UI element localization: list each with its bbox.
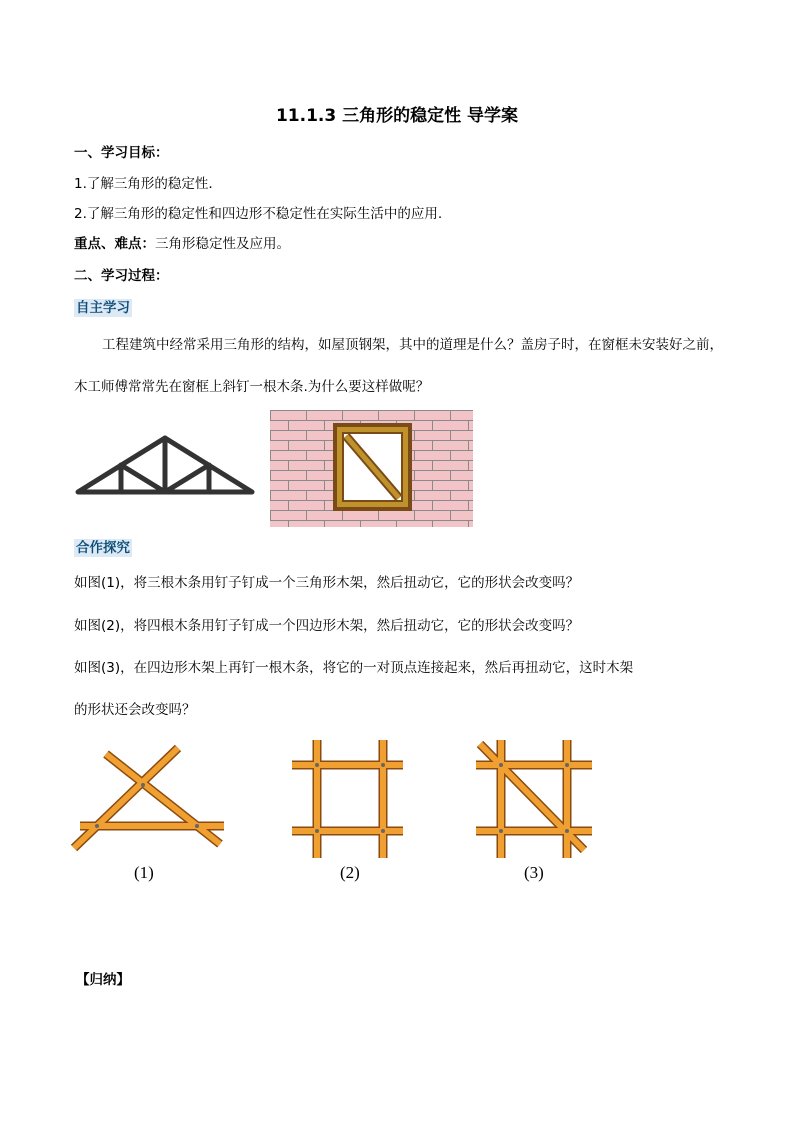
self-study-tag: 自主学习 bbox=[76, 300, 130, 316]
figure-2-stick-outlines bbox=[292, 740, 403, 858]
coop-tag: 合作探究 bbox=[76, 540, 130, 556]
figure-2-label: (2) bbox=[340, 863, 360, 882]
figure-1-label: (1) bbox=[134, 863, 154, 882]
figure-3-braced-square bbox=[474, 738, 599, 860]
figure-1-sticks bbox=[74, 748, 224, 848]
goal-2: 2.了解三角形的稳定性和四边形不稳定性在实际生活中的应用. bbox=[74, 206, 443, 222]
figure-1-triangle bbox=[70, 740, 230, 855]
section1-heading: 一、学习目标： bbox=[74, 145, 169, 161]
page-title: 11.1.3 三角形的稳定性 导学案 bbox=[275, 106, 519, 126]
intro-paragraph: 工程建筑中经常采用三角形的结构，如屋顶钢架，其中的道理是什么？盖房子时，在窗框未安装好之前，木工师傅常常先在窗框上斜钉一根木条.为什么要这样做呢？ bbox=[74, 337, 723, 395]
roof-truss-figure bbox=[74, 430, 256, 500]
question-2: 如图(2)，将四根木条用钉子钉成一个四边形木架，然后扭动它，它的形状会改变吗？ bbox=[74, 618, 580, 634]
figure-2-nails bbox=[315, 763, 385, 833]
self-study-tag-row bbox=[74, 298, 132, 318]
figure-3-label: (3) bbox=[524, 863, 544, 882]
window-frame-figure bbox=[270, 410, 473, 527]
roof-truss-lines bbox=[78, 438, 252, 492]
coop-tag-row bbox=[74, 538, 132, 558]
key-points-label: 重点、难点： bbox=[74, 236, 155, 252]
question-1: 如图(1)，将三根木条用钉子钉成一个三角形木架，然后扭动它，它的形状会改变吗？ bbox=[74, 575, 580, 591]
question-3-line-2: 的形状还会改变吗？ bbox=[74, 702, 196, 718]
figure-2-square bbox=[290, 738, 405, 860]
figure-3-sticks bbox=[476, 740, 592, 858]
goal-1: 1.了解三角形的稳定性. bbox=[74, 176, 213, 192]
summary-label: 【归纳】 bbox=[76, 972, 130, 988]
section2-heading: 二、学习过程： bbox=[74, 268, 169, 284]
key-points-text: 三角形稳定性及应用。 bbox=[155, 236, 290, 252]
key-points bbox=[74, 234, 290, 254]
question-3-line-1: 如图(3)，在四边形木架上再钉一根木条，将它的一对顶点连接起来，然后再扭动它，这时木架 bbox=[74, 660, 634, 676]
